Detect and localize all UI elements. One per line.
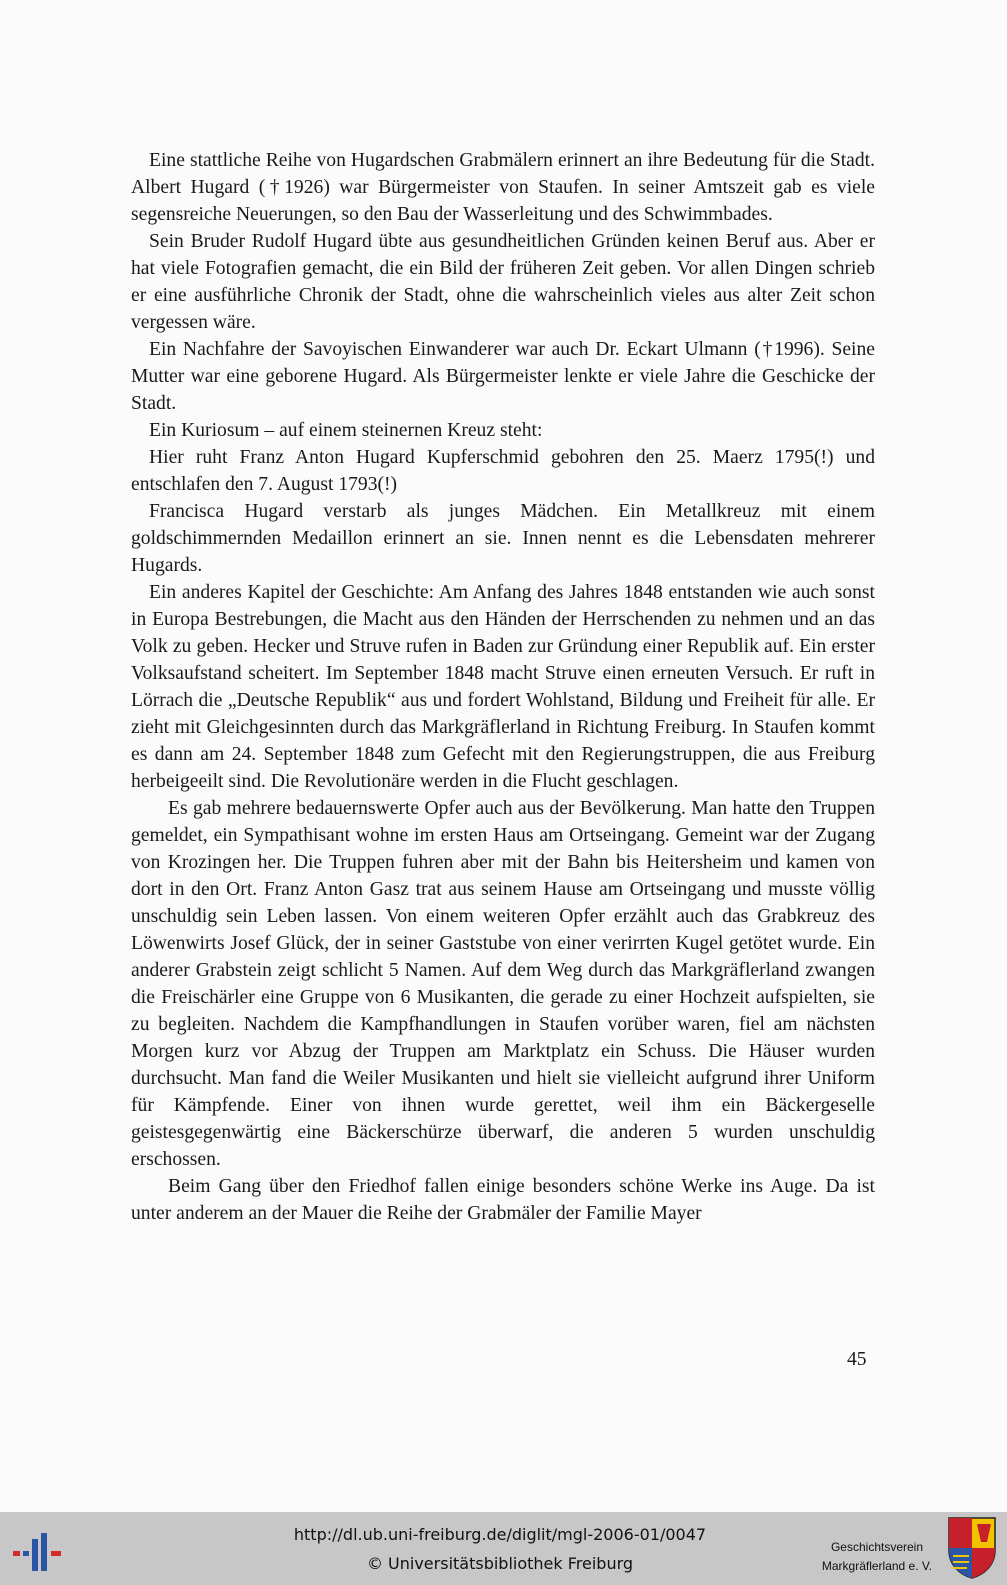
- paragraph: Es gab mehrere bedauernswerte Opfer auch aus der Bevölkerung. Man hatte den Truppen gemeldet, ein Sympathisant wohne im ersten Haus am Ortseingang. Gemeint war der Zugang von Krozingen her. Die Truppen fuhren aber mit der Bahn bis Heitersheim und kamen von dort in den Ort. Franz Anton Gasz trat aus seinem Hause am Ortseingang und musste völlig unschuldig sein Leben lassen. Von einem weiteren Opfer erzählt auch das Grabkreuz des Löwenwirts Josef Glück, der in seiner Gaststube von einer verirrten Kugel getötet wurde. Ein anderer Grabstein zeigt schlicht 5 Namen. Auf dem Weg durch das Markgräflerland zwangen die Freischärler eine Gruppe von 6 Musikanten, die gerade zu einer Hochzeit aufspielten, sie zu begleiten. Nachdem die Kampfhandlungen in Staufen vorüber waren, fiel am nächsten Morgen kurz vor Abzug der Truppen am Marktplatz ein Schuss. Die Häuser wurden durchsucht. Man fand die Weiler Musikanten und hielt sie vielleicht aufgrund ihrer Uniform für Kämpfende. Einer von ihnen wurde gerettet, weil ihm ein Bäckergeselle geistesgegenwärtig eine Bäckerschürze überwarf, die anderen 5 wurden unschuldig erschossen.: [131, 798, 875, 1170]
- paragraph: Eine stattliche Reihe von Hugardschen Grabmälern erinnert an ihre Bedeutung für die Stadt. Albert Hugard (†1926) war Bürgermeister von Staufen. In seiner Amtszeit gab es viele segensreiche Neuerungen, so den Bau der Wasserleitung und des Schwimmbades.: [131, 150, 875, 225]
- paragraph: Francisca Hugard verstarb als junges Mädchen. Ein Metallkreuz mit einem goldschimmernden Medaillon erinnert an sie. Innen nennt es die Lebensdaten mehrerer Hugards.: [131, 501, 875, 576]
- paragraph: Sein Bruder Rudolf Hugard übte aus gesundheitlichen Gründen keinen Beruf aus. Aber er hat viele Fotografien gemacht, die ein Bild der früheren Zeit geben. Vor allen Dingen schrieb er eine ausführliche Chronik der Stadt, ohne die wahrscheinlich vieles aus alter Zeit schon vergessen wäre.: [131, 231, 875, 333]
- org-name-line1: Geschichtsverein: [830, 1540, 924, 1554]
- copyright-text: © Universitätsbibliothek Freiburg: [366, 1554, 634, 1573]
- body-text: [131, 147, 875, 1227]
- org-name-line2: Markgräflerland e. V.: [821, 1559, 933, 1573]
- permalink-link[interactable]: http://dl.ub.uni-freiburg.de/diglit/mgl-2006-01/0047: [293, 1525, 707, 1544]
- paragraph: Beim Gang über den Friedhof fallen einige besonders schöne Werke ins Auge. Da ist unter anderem an der Mauer die Reihe der Grabmäler der Familie Mayer: [131, 1176, 875, 1224]
- paragraph: Ein anderes Kapitel der Geschichte: Am Anfang des Jahres 1848 entstanden wie auch sonst in Europa Bestrebungen, die Macht aus den Händen der Herrschenden zu nehmen und an das Volk zu geben. Hecker und Struve rufen in Baden zur Gründung einer Republik auf. Ein erster Volksaufstand scheitert. Im September 1848 macht Struve einen erneuten Versuch. Er ruft in Lörrach die „Deutsche Republik“ aus und fordert Wohlstand, Bildung und Freiheit für alle. Er zieht mit Gleichgesinnten durch das Markgräflerland in Richtung Freiburg. In Staufen kommt es dann am 24. September 1848 zum Gefecht mit den Regierungstruppen, die aus Freiburg herbeigeeilt sind. Die Revolutionäre werden in die Flucht geschlagen.: [131, 582, 875, 792]
- footer-bar: [0, 1512, 1007, 1585]
- coat-of-arms-icon: [947, 1516, 997, 1580]
- paragraph: Ein Kuriosum – auf einem steinernen Kreuz steht:: [149, 420, 543, 441]
- page-number: 45: [847, 1349, 867, 1370]
- paragraph: Ein Nachfahre der Savoyischen Einwanderer war auch Dr. Eckart Ulmann (†1996). Seine Mutter war eine geborene Hugard. Als Bürgermeister lenkte er viele Jahre die Geschicke der Stadt.: [131, 339, 875, 414]
- ub-freiburg-logo-icon: [13, 1533, 63, 1573]
- paragraph: Hier ruht Franz Anton Hugard Kupferschmid gebohren den 25. Maerz 1795(!) und entschlafen den 7. August 1793(!): [131, 447, 875, 495]
